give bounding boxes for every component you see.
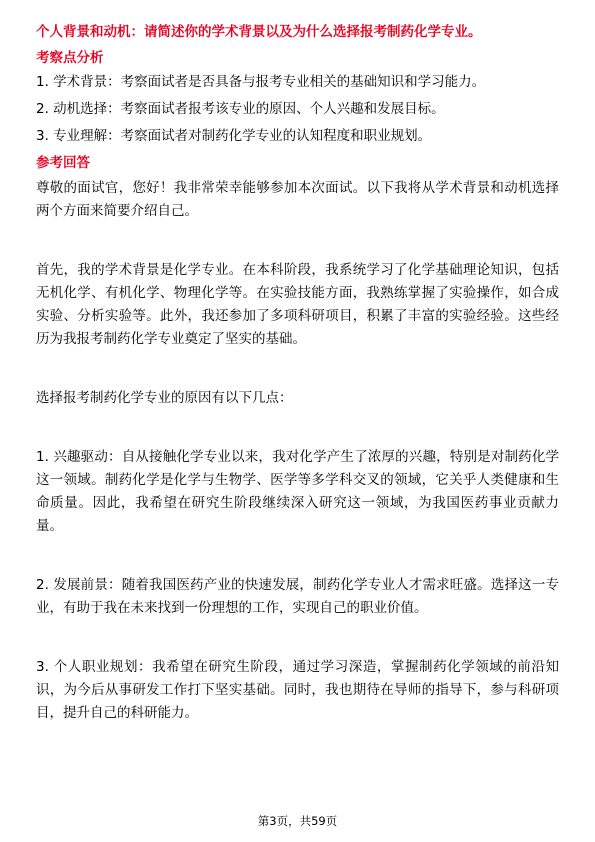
analysis-point: 3. 专业理解：考察面试者对制药化学专业的认知程度和职业规划。 (36, 128, 432, 144)
analysis-point: 1. 学术背景：考察面试者是否具备与报考专业相关的基础知识和学习能力。 (36, 74, 486, 90)
document-page (36, 22, 559, 725)
analysis-points (36, 72, 559, 146)
answer-paragraph: 1. 兴趣驱动：自从接触化学专业以来，我对化学产生了浓厚的兴趣，特别是对制药化学这一领域。制药化学是化学与生物学、医学等多学科交叉的领域，它关乎人类健康和生命质量。因此，我希望在研究生阶段继续深入研究这一领域，为我国医药事业贡献力量。 (36, 449, 559, 534)
answer-paragraph: 选择报考制药化学专业的原因有以下几点： (36, 390, 293, 406)
answer-paragraph: 尊敬的面试官，您好！我非常荣幸能够参加本次面试。以下我将从学术背景和动机选择两个方面来简要介绍自己。 (36, 180, 559, 219)
analysis-title: 考察点分析 (36, 50, 104, 66)
answer-paragraph: 3. 个人职业规划：我希望在研究生阶段，通过学习深造，掌握制药化学领域的前沿知识，为今后从事研发工作打下坚实基础。同时，我也期待在导师的指导下，参与科研项目，提升自己的科研能力。 (36, 659, 559, 721)
question-heading: 个人背景和动机：请简述你的学术背景以及为什么选择报考制药化学专业。 (36, 24, 482, 40)
page-number: 第3页，共59页 (257, 814, 338, 828)
answer-title: 参考回答 (36, 155, 90, 171)
answer-paragraph: 2. 发展前景：随着我国医药产业的快速发展，制药化学专业人才需求旺盛。选择这一专业，有助于我在未来找到一份理想的工作，实现自己的职业价值。 (36, 577, 559, 616)
answer-paragraph: 首先，我的学术背景是化学专业。在本科阶段，我系统学习了化学基础理论知识，包括无机化学、有机化学、物理化学等。在实验技能方面，我熟练掌握了实验操作，如合成实验、分析实验等。此外，我还参加了多项科研项目，积累了丰富的实验经验。这些经历为我报考制药化学专业奠定了坚实的基础。 (36, 262, 559, 347)
analysis-point: 2. 动机选择：考察面试者报考该专业的原因、个人兴趣和发展目标。 (36, 101, 445, 117)
